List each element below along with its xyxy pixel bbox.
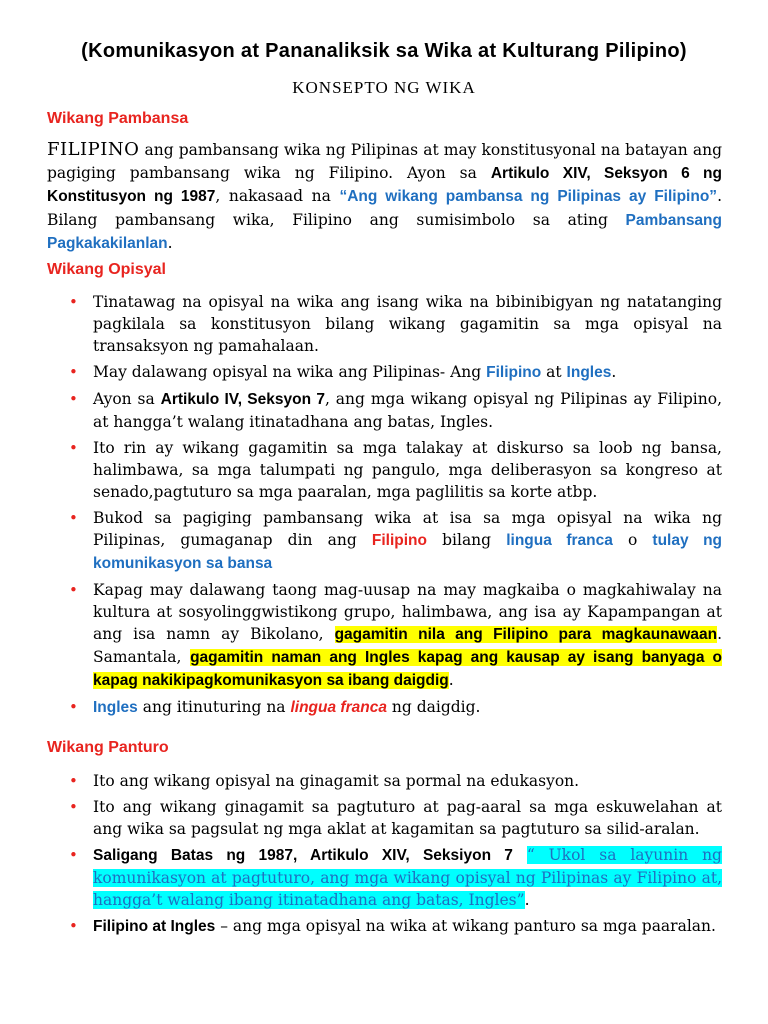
bullet-icon: • [69,846,78,864]
section-title-wikang-opisyal: Wikang Opisyal [47,261,166,278]
term-highlight: tulay ng komunikasyon sa bansa [93,532,723,572]
term-highlight: lingua franca [506,532,613,549]
text-run: ng daigdig. [386,698,481,716]
list-item [47,388,722,433]
text-run: . Samantala, [93,625,722,666]
text-run: . [524,891,530,909]
bullet-icon: • [69,439,78,457]
text-run [513,846,527,864]
text-run: Bukod sa pagiging pambansang wika at isa sa mga opisyal na wika ng Pilipinas, gumaganap din ang [93,509,722,549]
term-highlight: Pambansang Pagkakakilanlan [47,211,722,252]
bullet-icon: • [69,917,78,935]
term-highlight: Ingles [93,699,138,716]
list-item [47,437,722,503]
yellow-highlight: gagamitin naman ang Ingles kapag ang kausap ay isang banyaga o kapag nakikipagkomunikasyon sa ibang daigdig [93,649,722,689]
yellow-highlight: gagamitin nila ang Filipino para magkaunawaan [334,626,718,643]
list-wikang-panturo [47,770,722,942]
text-run: ang pambansang wika ng Pilipinas at may konstitusyonal na batayan ang pagiging pambansang wika ng Filipino. Ayon sa [47,141,722,182]
text-run: , nakasaad na [215,187,340,205]
list-item-text: Ito rin ay wikang gagamitin sa mga talakay at diskurso sa loob ng bansa, halimbawa, sa mga talumpati ng pangulo, mga deliberasyon sa kongreso at senado,pagtuturo sa mga paaralan, mga paglilitis sa korte atbp. [93,439,722,501]
list-wikang-opisyal [47,291,722,723]
paragraph-wikang-pambansa [47,139,722,256]
text-run: , ang mga wikang opisyal ng Pilipinas ay Filipino, at hangga’t walang itinatadhana ang batas, Ingles. [93,390,722,431]
text-run: ang itinuturing na [137,698,291,716]
bullet-icon: • [69,772,78,790]
bullet-icon: • [69,293,78,311]
list-item [47,507,722,575]
term-highlight: Filipino [371,532,427,549]
list-item [47,844,722,911]
term-highlight: Filipino [486,364,542,381]
list-item [47,796,722,840]
text-run: . [448,671,454,689]
list-item [47,579,722,692]
section-title-wikang-pambansa: Wikang Pambansa [47,110,189,127]
list-item [47,915,722,938]
bold-term: Filipino at Ingles [93,918,216,935]
list-item [47,361,722,384]
text-run: o [612,531,653,549]
bullet-icon: • [69,390,78,408]
list-item-text: Ito ang wikang opisyal na ginagamit sa pormal na edukasyon. [93,772,580,790]
list-item [47,696,722,719]
list-item-text: Tinatawag na opisyal na wika ang isang wika na bibinibigyan ng natatanging pagkilala sa konstitusyon bilang wikang gagamitin sa mga opisyal na transaksyon ng pamahalaan. [93,293,722,355]
document-subtitle: KONSEPTO NG WIKA [292,78,476,97]
text-run: bilang [427,531,507,549]
bullet-icon: • [69,363,78,381]
bold-citation: Artikulo XIV, Seksyon 6 ng Konstitusyon ng 1987 [47,164,722,205]
text-run: – ang mga opisyal na wika at wikang panturo sa mga paaralan. [215,917,716,935]
italic-term: lingua franca [290,699,387,716]
term-highlight: Ingles [566,364,612,381]
text-run: . [167,234,173,252]
text-run: Kapag may dalawang taong mag-uusap na may magkaiba o magkahiwalay na kultura at sosyolinggwistikong grupo, halimbawa, ang isa ay Kapampangan at ang isa namn ay Bikolano, [93,581,722,643]
document-title: (Komunikasyon at Pananaliksik sa Wika at Kulturang Pilipino) [81,40,687,62]
text-run: . Bilang pambansang wika, Filipino ang sumisimbolo sa ating [47,187,722,229]
text-run: . [611,363,617,381]
lead-word: FILIPINO [47,139,140,160]
bullet-icon: • [69,798,78,816]
bullet-icon: • [69,581,78,599]
cyan-highlight: “ Ukol sa layunin ng komunikasyon at pagtuturo, ang mga wikang opisyal ng Pilipinas ay Filipino at, hangga’t walang ibang itinatadhana ang batas, Ingles” [93,846,722,909]
bullet-icon: • [69,509,78,527]
list-item [47,291,722,357]
list-item-text: Ito ang wikang ginagamit sa pagtuturo at pag-aaral sa mga eskuwelahan at ang wika sa pagsulat ng mga aklat at kagamitan sa pagtuturo sa silid-aralan. [93,798,722,838]
text-run: at [541,363,567,381]
quote-highlight: “Ang wikang pambansa ng Pilipinas ay Filipino” [339,188,718,205]
text-run: Ayon sa [93,390,161,408]
bullet-icon: • [69,698,78,716]
bold-citation: Artikulo IV, Seksyon 7 [160,391,325,408]
section-title-wikang-panturo: Wikang Panturo [47,739,169,756]
list-item [47,770,722,792]
text-run: May dalawang opisyal na wika ang Pilipinas- Ang [93,363,487,381]
bold-citation: Saligang Batas ng 1987, Artikulo XIV, Seksiyon 7 [93,847,513,864]
